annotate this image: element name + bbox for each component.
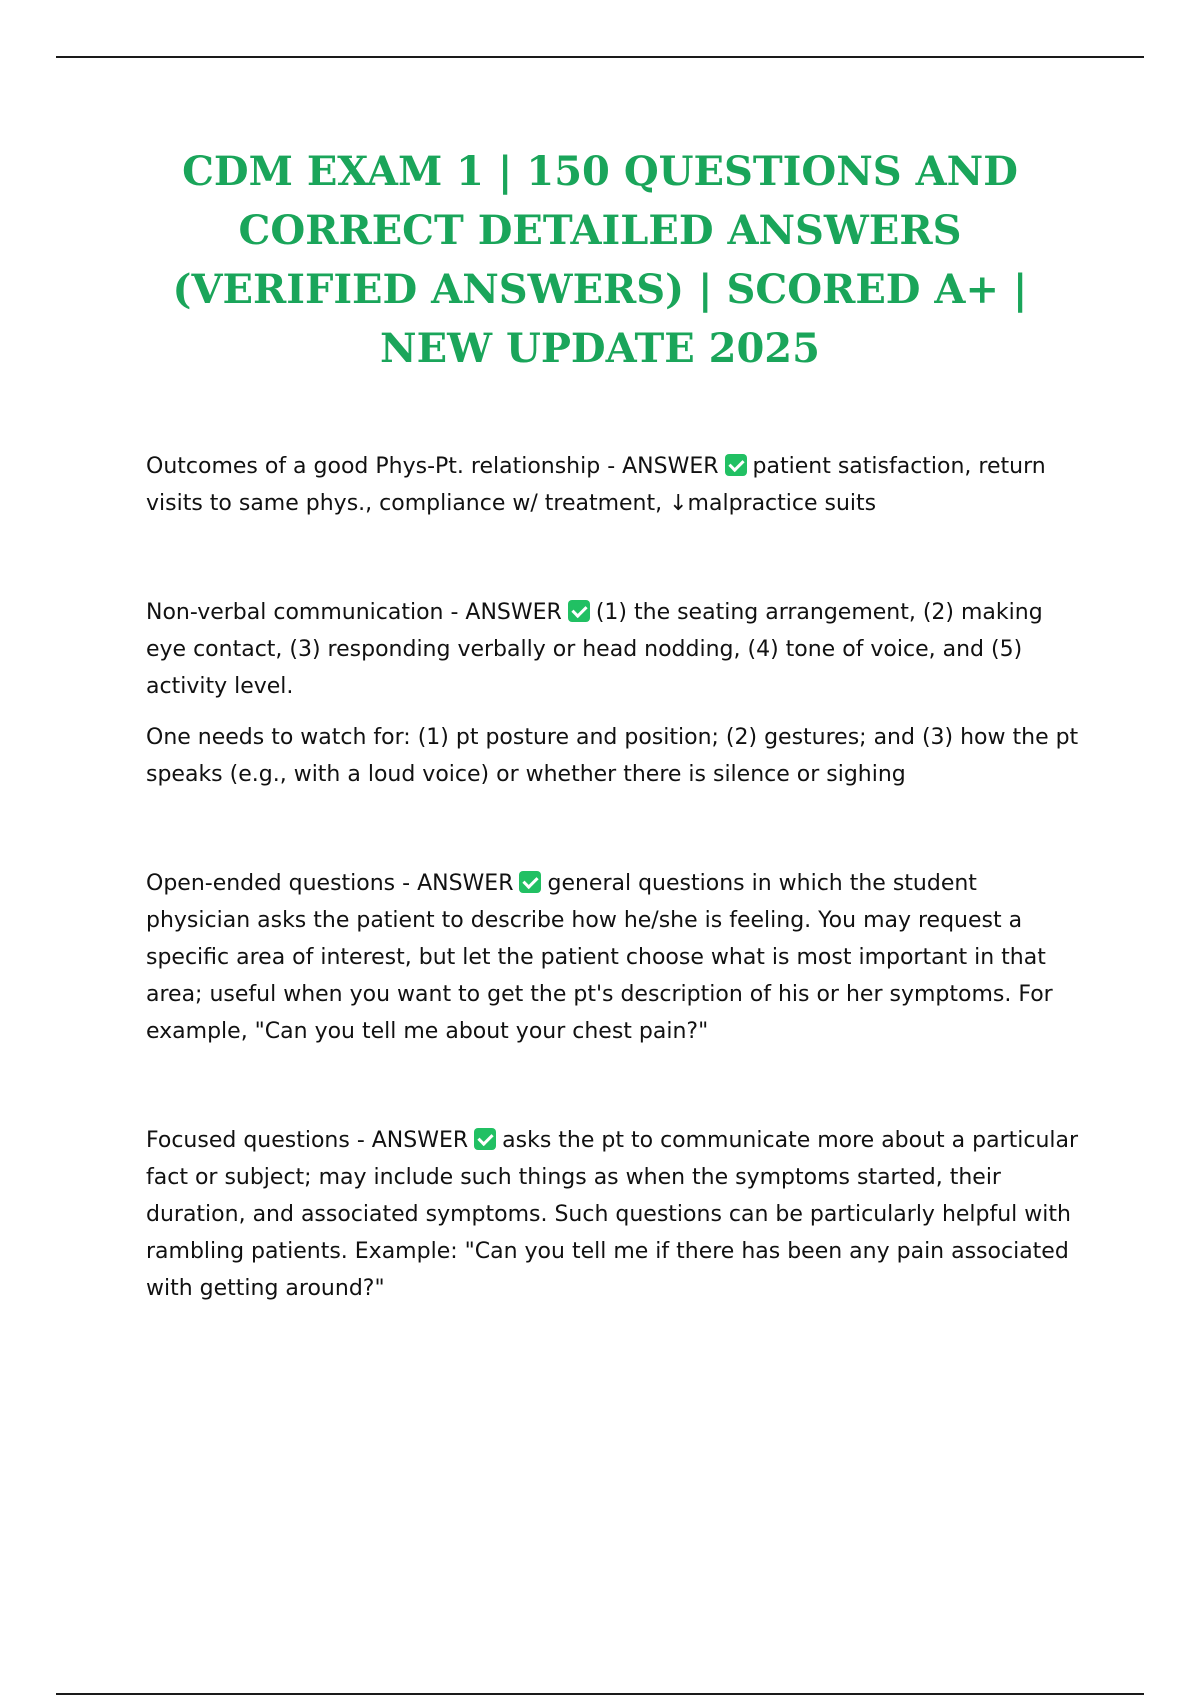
answer-text: asks the pt to communicate more about a particular fact or subject; may include such things as when the symptoms started, their duration, and associated symptoms. Such questions can be particularly helpful with rambling patients. Example: "Can you tell me if there has been any pain associated with getting around?" [146, 1128, 1079, 1301]
question-text: Outcomes of a good Phys-Pt. relationship - ANSWER [146, 454, 719, 479]
qa-item [146, 865, 1086, 1050]
check-box-icon [725, 454, 747, 476]
bottom-rule [56, 1693, 1144, 1695]
answer-text: general questions in which the student physician asks the patient to describe how he/she is feeling. You may request a specific area of interest, but let the patient choose what is most important in that area; useful when you want to get the pt's description of his or her symptoms. For example, "Can you tell me about your chest pain?" [146, 871, 1053, 1044]
question-text: Non-verbal communication - ANSWER [146, 600, 562, 625]
qa-item [146, 448, 1086, 522]
document-title: CDM EXAM 1 | 150 QUESTIONS AND CORRECT DETAILED ANSWERS (VERIFIED ANSWERS) | SCORED A+ | NEW UPDATE 2025 [172, 148, 1028, 372]
check-box-icon [568, 600, 590, 622]
qa-entry [146, 594, 1086, 705]
qa-item [146, 594, 1086, 793]
question-text: Focused questions - ANSWER [146, 1128, 469, 1153]
qa-item [146, 1122, 1086, 1307]
answer-followup: One needs to watch for: (1) pt posture and position; (2) gestures; and (3) how the pt speaks (e.g., with a loud voice) or whether there is silence or sighing [146, 725, 1079, 787]
qa-list [146, 448, 1086, 1307]
qa-entry [146, 1122, 1086, 1307]
qa-entry [146, 448, 1086, 522]
answer-text: (1) the seating arrangement, (2) making eye contact, (3) responding verbally or head nodding, (4) tone of voice, and (5) activity level. [146, 600, 1043, 699]
answer-text: patient satisfaction, return visits to same phys., compliance w/ treatment, ↓malpractice suits [146, 454, 1046, 516]
check-box-icon [519, 871, 541, 893]
qa-entry [146, 865, 1086, 1050]
top-rule [56, 56, 1144, 58]
check-box-icon [474, 1128, 496, 1150]
question-text: Open-ended questions - ANSWER [146, 871, 514, 896]
